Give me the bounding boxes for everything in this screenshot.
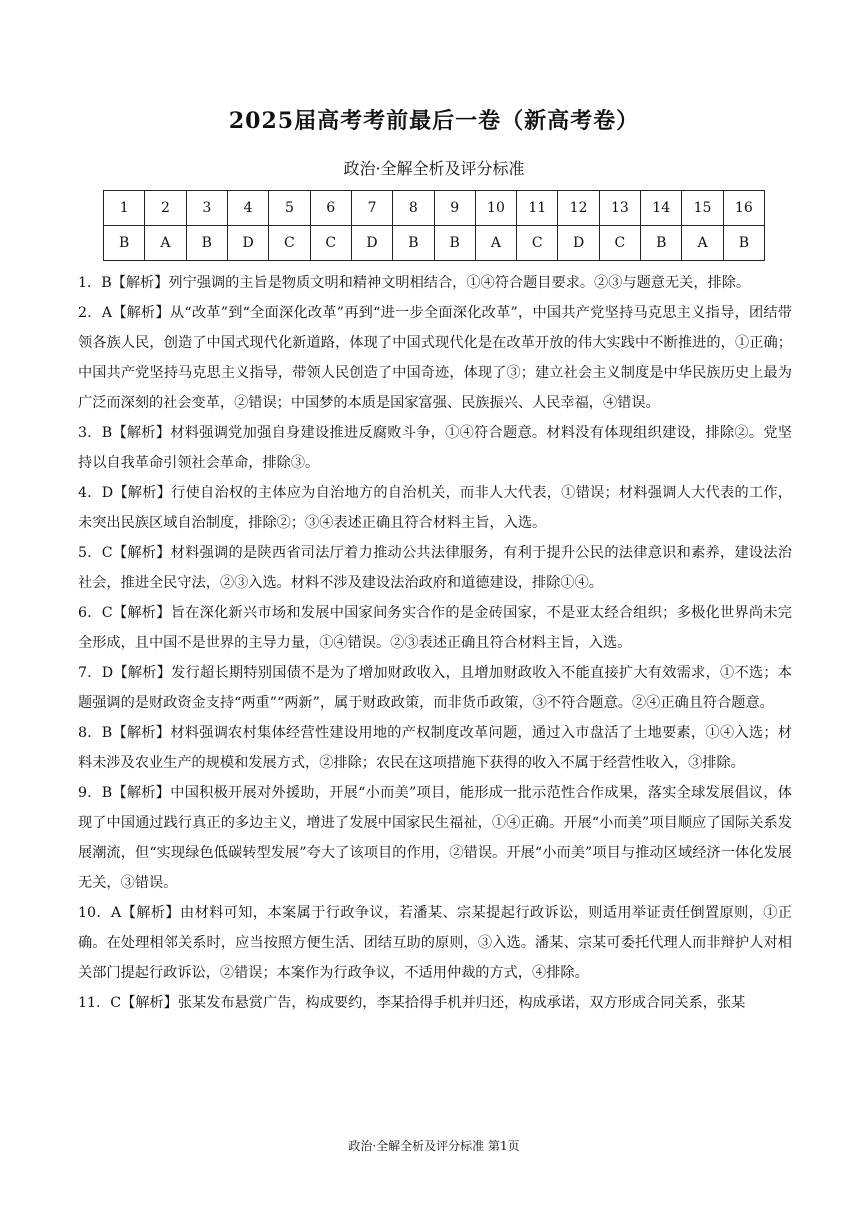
answer-cell: B — [723, 226, 764, 261]
answer-table-answer-row — [104, 226, 765, 261]
question-number: 14 — [641, 191, 682, 226]
answer-cell: A — [475, 226, 516, 261]
answer-cell: B — [104, 226, 145, 261]
answer-cell: B — [186, 226, 227, 261]
page-title: 2025届高考考前最后一卷（新高考卷） — [228, 108, 640, 134]
answer-cell: C — [517, 226, 558, 261]
answer-cell: B — [393, 226, 434, 261]
explanation-item: 9．B【解析】中国积极开展对外援助，开展“小而美”项目，能形成一批示范性合作成果，落实全球发展倡议，体现了中国通过践行真正的多边主义，增进了发展中国家民生福祉，①④正确。开展“小而美”项目顺应了国际关系发展潮流，但“实现绿色低碳转型发展”夸大了该项目的作用，②错误。开展“小而美”项目与推动区域经济一体化发展无关，③错误。 — [78, 785, 792, 891]
answer-cell: A — [682, 226, 723, 261]
explanation-item: 11．C【解析】张某发布悬赏广告，构成要约，李某拾得手机并归还，构成承诺，双方形成合同关系，张某 — [78, 995, 746, 1011]
answer-cell: B — [641, 226, 682, 261]
question-number: 9 — [434, 191, 475, 226]
answer-cell: D — [227, 226, 268, 261]
explanations — [78, 268, 792, 1018]
explanation-item: 4．D【解析】行使自治权的主体应为自治地方的自治机关，而非人大代表，①错误；材料强调人大代表的工作，未突出民族区域自治制度，排除②；③④表述正确且符合材料主旨，入选。 — [78, 485, 792, 531]
question-number: 7 — [351, 191, 392, 226]
answer-table — [103, 190, 765, 261]
answer-table-number-row — [104, 191, 765, 226]
explanation-item: 10．A【解析】由材料可知，本案属于行政争议，若潘某、宗某提起行政诉讼，则适用举证责任倒置原则，①正确。在处理相邻关系时，应当按照方便生活、团结互助的原则，③入选。潘某、宗某可委托代理人而非辩护人对相关部门提起行政诉讼，②错误；本案作为行政争议，不适用仲裁的方式，④排除。 — [78, 905, 792, 981]
answer-cell: C — [269, 226, 310, 261]
question-number: 4 — [227, 191, 268, 226]
explanation-item: 2．A【解析】从“改革”到“全面深化改革”再到“进一步全面深化改革”，中国共产党坚持马克思主义指导，团结带领各族人民，创造了中国式现代化新道路，体现了中国式现代化是在改革开放的伟大实践中不断推进的，①正确；中国共产党坚持马克思主义指导，带领人民创造了中国奇迹，体现了③；建立社会主义制度是中华民族历史上最为广泛而深刻的社会变革，②错误；中国梦的本质是国家富强、民族振兴、人民幸福，④错误。 — [78, 305, 792, 411]
answer-cell: D — [351, 226, 392, 261]
explanation-item: 1．B【解析】列宁强调的主旨是物质文明和精神文明相结合，①④符合题目要求。②③与题意无关，排除。 — [78, 275, 751, 291]
explanation-item: 6．C【解析】旨在深化新兴市场和发展中国家间务实合作的是金砖国家，不是亚太经合组织；多极化世界尚未完全形成，且中国不是世界的主导力量，①④错误。②③表述正确且符合材料主旨，入选。 — [78, 605, 792, 651]
explanation-item: 7．D【解析】发行超长期特别国债不是为了增加财政收入，且增加财政收入不能直接扩大有效需求，①不选；本题强调的是财政资金支持“两重”“两新”，属于财政政策，而非货币政策，③不符合题意。②④正确且符合题意。 — [78, 665, 792, 711]
question-number: 15 — [682, 191, 723, 226]
question-number: 13 — [599, 191, 640, 226]
page-subtitle: 政治·全解全析及评分标准 — [343, 159, 525, 178]
page-footer: 政治·全解全析及评分标准 第1页 — [348, 1139, 520, 1153]
question-number: 16 — [723, 191, 764, 226]
question-number: 10 — [475, 191, 516, 226]
question-number: 2 — [145, 191, 186, 226]
question-number: 12 — [558, 191, 599, 226]
question-number: 8 — [393, 191, 434, 226]
question-number: 11 — [517, 191, 558, 226]
question-number: 6 — [310, 191, 351, 226]
explanation-item: 3．B【解析】材料强调党加强自身建设推进反腐败斗争，①④符合题意。材料没有体现组织建设，排除②。党坚持以自我革命引领社会革命，排除③。 — [78, 425, 792, 471]
explanation-item: 8．B【解析】材料强调农村集体经营性建设用地的产权制度改革问题，通过入市盘活了土地要素，①④入选；材料未涉及农业生产的规模和发展方式，②排除；农民在这项措施下获得的收入不属于经营性收入，③排除。 — [78, 725, 792, 771]
answer-cell: C — [599, 226, 640, 261]
answer-cell: C — [310, 226, 351, 261]
answer-cell: D — [558, 226, 599, 261]
answer-cell: A — [145, 226, 186, 261]
answer-cell: B — [434, 226, 475, 261]
question-number: 5 — [269, 191, 310, 226]
question-number: 1 — [104, 191, 145, 226]
explanation-item: 5．C【解析】材料强调的是陕西省司法厅着力推动公共法律服务，有利于提升公民的法律意识和素养，建设法治社会，推进全民守法，②③入选。材料不涉及建设法治政府和道德建设，排除①④。 — [78, 545, 792, 591]
question-number: 3 — [186, 191, 227, 226]
